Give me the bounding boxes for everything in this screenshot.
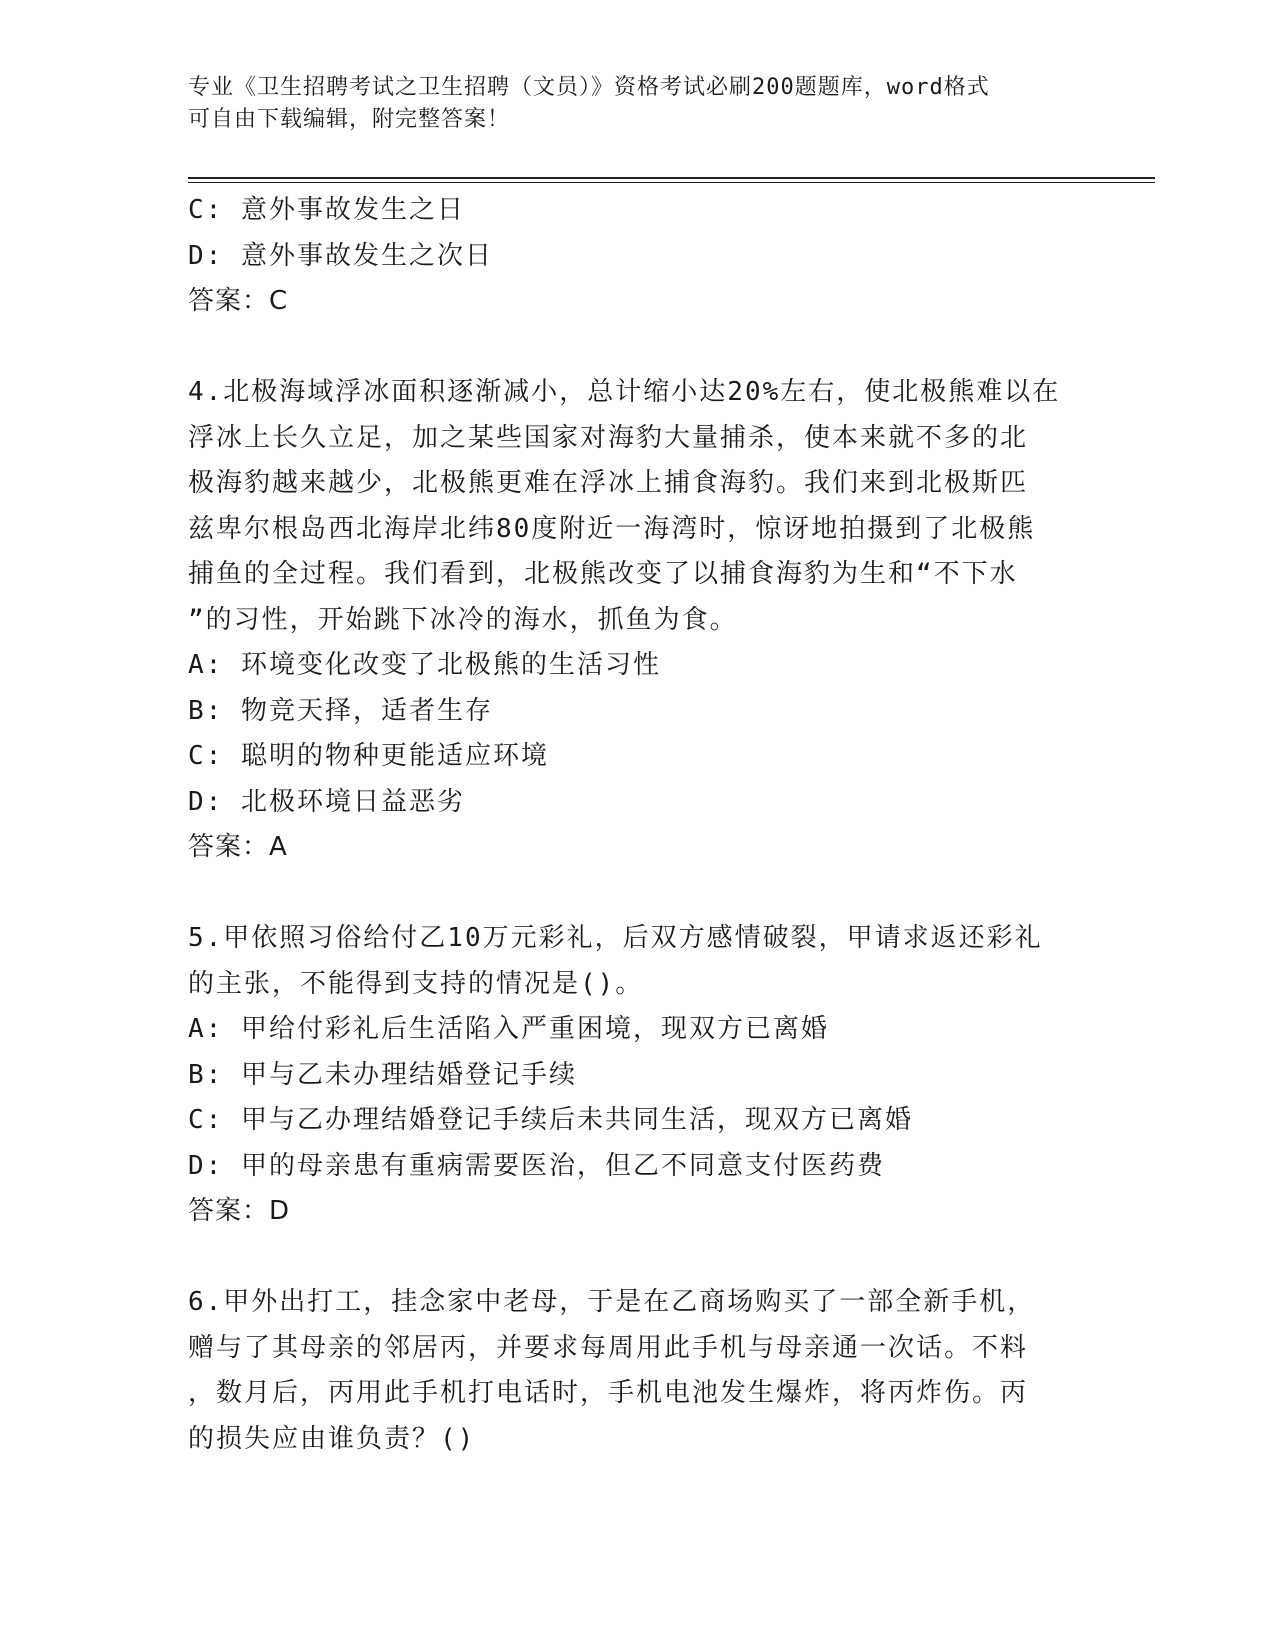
q4-answer: 答案：A — [188, 832, 288, 862]
q3-option-c: C: 意外事故发生之日 — [188, 195, 465, 225]
document-header — [188, 72, 1088, 136]
q6-stem-line: ，数月后，丙用此手机打电话时，手机电池发生爆炸，将丙炸伤。丙 — [188, 1378, 1029, 1408]
header-rule-thick — [188, 177, 1155, 179]
q5-answer: 答案：D — [188, 1196, 291, 1226]
q5-option-d: D: 甲的母亲患有重病需要医治，但乙不同意支付医药费 — [188, 1150, 885, 1181]
q4-stem-line: 极海豹越来越少，北极熊更难在浮冰上捕食海豹。我们来到北极斯匹 — [188, 468, 1029, 498]
header-line-2: 可自由下载编辑，附完整答案！ — [188, 107, 511, 132]
document-body — [188, 188, 1088, 1462]
q4-stem-line: 捕鱼的全过程。我们看到，北极熊改变了以捕食海豹为生和“不下水 — [188, 559, 1018, 589]
q5-option-c: C: 甲与乙办理结婚登记手续后未共同生活，现双方已离婚 — [188, 1105, 913, 1135]
spacer — [188, 325, 1088, 371]
spacer — [188, 871, 1088, 917]
q6-stem-line: 赠与了其母亲的邻居丙，并要求每周用此手机与母亲通一次话。不料 — [188, 1332, 1029, 1363]
q4-stem-line: 浮冰上长久立足，加之某些国家对海豹大量捕杀，使本来就不多的北 — [188, 422, 1029, 453]
header-rule-thin — [188, 182, 1155, 183]
q4-option-b: B: 物竞天择，适者生存 — [188, 695, 493, 726]
spacer — [188, 1235, 1088, 1281]
q4-option-a: A: 环境变化改变了北极熊的生活习性 — [188, 650, 661, 680]
q4-option-c: C: 聪明的物种更能适应环境 — [188, 741, 549, 771]
q6-stem-line: 的损失应由谁负责？() — [188, 1423, 476, 1454]
q6-stem-line: 6.甲外出打工，挂念家中老母，于是在乙商场购买了一部全新手机， — [188, 1287, 1036, 1317]
q4-option-d: D: 北极环境日益恶劣 — [188, 786, 465, 817]
q5-option-a: A: 甲给付彩礼后生活陷入严重困境，现双方已离婚 — [188, 1014, 829, 1044]
q4-stem-line: 4.北极海域浮冰面积逐渐减小，总计缩小达20%左右，使北极熊难以在 — [188, 377, 1061, 407]
q5-stem-line: 5.甲依照习俗给付乙10万元彩礼，后双方感情破裂，甲请求返还彩礼 — [188, 923, 1043, 953]
header-line-1: 专业《卫生招聘考试之卫生招聘（文员）》资格考试必刷200题题库，word格式 — [188, 75, 990, 100]
q3-answer: 答案：C — [188, 286, 289, 316]
q4-stem-line: 兹卑尔根岛西北海岸北纬80度附近一海湾时，惊讶地拍摄到了北极熊 — [188, 513, 1036, 544]
q5-option-b: B: 甲与乙未办理结婚登记手续 — [188, 1059, 577, 1090]
q4-stem-line: ”的习性，开始跳下冰冷的海水，抓鱼为食。 — [188, 604, 738, 635]
q3-option-d: D: 意外事故发生之次日 — [188, 240, 493, 271]
q5-stem-line: 的主张，不能得到支持的情况是()。 — [188, 968, 644, 999]
